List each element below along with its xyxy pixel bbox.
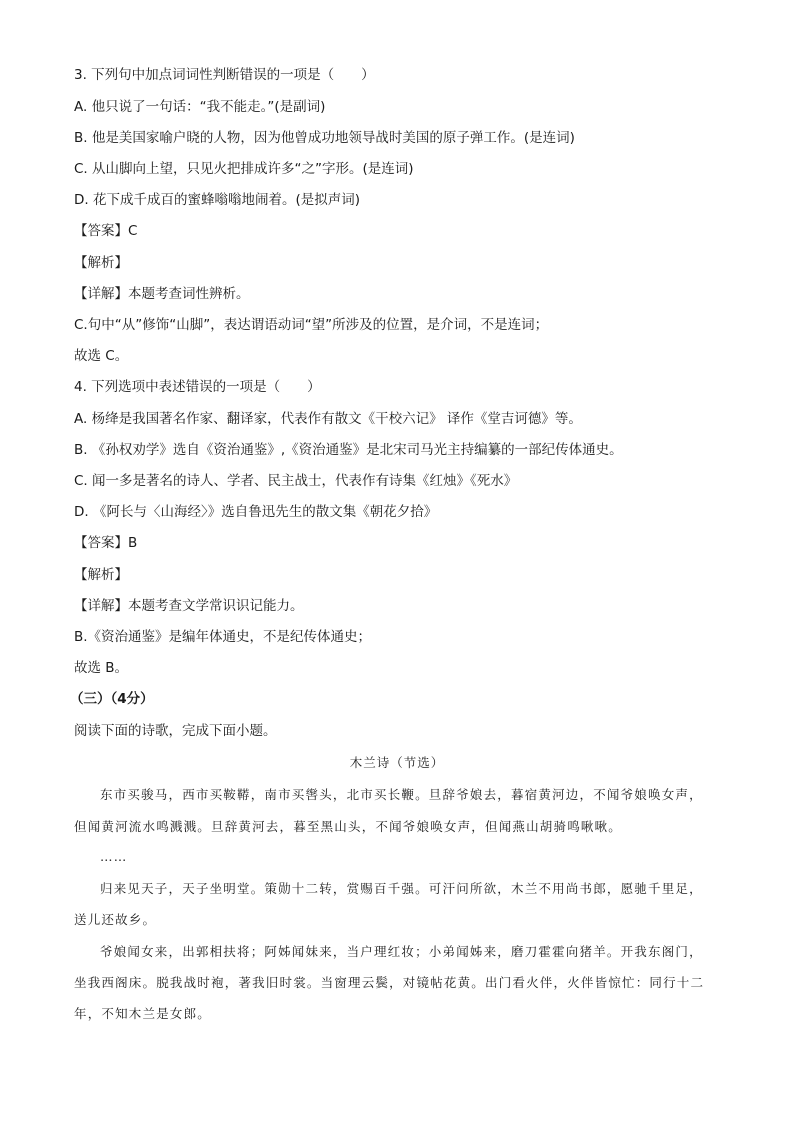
q3-detail: 【详解】本题考查词性辨析。	[74, 286, 250, 302]
q3-option-c: C. 从山脚向上望，只见火把排成许多“之”字形。(是连词)	[74, 161, 414, 177]
q4-option-c: C. 闻一多是著名的诗人、学者、民主战士，代表作有诗集《红烛》《死水》	[74, 473, 518, 489]
q4-detail: 【详解】本题考查文学常识识记能力。	[74, 598, 304, 614]
poem-line: 归来见天子，天子坐明堂。策勋十二转，赏赐百千强。可汗问所欲，木兰不用尚书郎，愿驰千里足，	[100, 881, 703, 896]
q4-conclusion: 故选 B。	[74, 660, 129, 676]
q3-option-a: A. 他只说了一句话：“我不能走。”(是副词)	[74, 99, 326, 115]
q4-option-d: D. 《阿长与〈山海经〉》选自鲁迅先生的散文集《朝花夕拾》	[74, 504, 438, 520]
poem-line: 送儿还故乡。	[74, 912, 157, 927]
poem-title: 木兰诗（节选）	[349, 755, 445, 770]
poem-line: 东市买骏马，西市买鞍鞯，南市买辔头，北市买长鞭。旦辞爷娘去，暮宿黄河边，不闻爷娘唤女声，	[100, 787, 703, 802]
q4-stem: 4. 下列选项中表述错误的一项是（ ）	[74, 379, 321, 395]
q3-option-d: D. 花下成千成百的蜜蜂嗡嗡地闹着。(是拟声词)	[74, 192, 361, 208]
q3-stem: 3. 下列句中加点词词性判断错误的一项是（ ）	[74, 67, 375, 83]
q3-option-b: B. 他是美国家喻户晓的人物，因为他曾成功地领导战时美国的原子弹工作。(是连词)	[74, 130, 575, 146]
section-heading: （三）（4分）	[70, 691, 154, 707]
q3-analysis-label: 【解析】	[74, 255, 128, 271]
q4-option-b: B. 《孙权劝学》选自《资治通鉴》,《资治通鉴》是北宋司马光主持编纂的一部纪传体通史。	[74, 442, 623, 458]
poem-line: 年，不知木兰是女郎。	[74, 1006, 212, 1021]
q3-answer: 【答案】C	[74, 223, 138, 239]
q3-explanation: C.句中“从”修饰“山脚”，表达谓语动词“望”所涉及的位置，是介词，不是连词；	[74, 317, 549, 333]
q4-explanation: B.《资治通鉴》是编年体通史，不是纪传体通史；	[74, 629, 372, 645]
q4-option-a: A. 杨绛是我国著名作家、翻译家，代表作有散文《干校六记》 译作《堂吉诃德》等。	[74, 411, 582, 427]
q4-analysis-label: 【解析】	[74, 567, 128, 583]
section-instruction: 阅读下面的诗歌，完成下面小题。	[74, 723, 277, 739]
q4-answer: 【答案】B	[74, 535, 138, 551]
poem-line: 但闻黄河流水鸣溅溅。旦辞黄河去，暮至黑山头，不闻爷娘唤女声，但闻燕山胡骑鸣啾啾。	[74, 819, 623, 834]
q3-conclusion: 故选 C。	[74, 348, 129, 364]
poem-line: 爷娘闻女来，出郭相扶将；阿姊闻妹来，当户理红妆；小弟闻姊来，磨刀霍霍向猪羊。开我东阁门，	[100, 944, 703, 959]
poem-ellipsis: ……	[100, 849, 128, 864]
poem-line: 坐我西阁床。脱我战时袍，著我旧时裳。当窗理云鬓，对镜帖花黄。出门看火伴，火伴皆惊忙：同行十二	[74, 975, 705, 990]
